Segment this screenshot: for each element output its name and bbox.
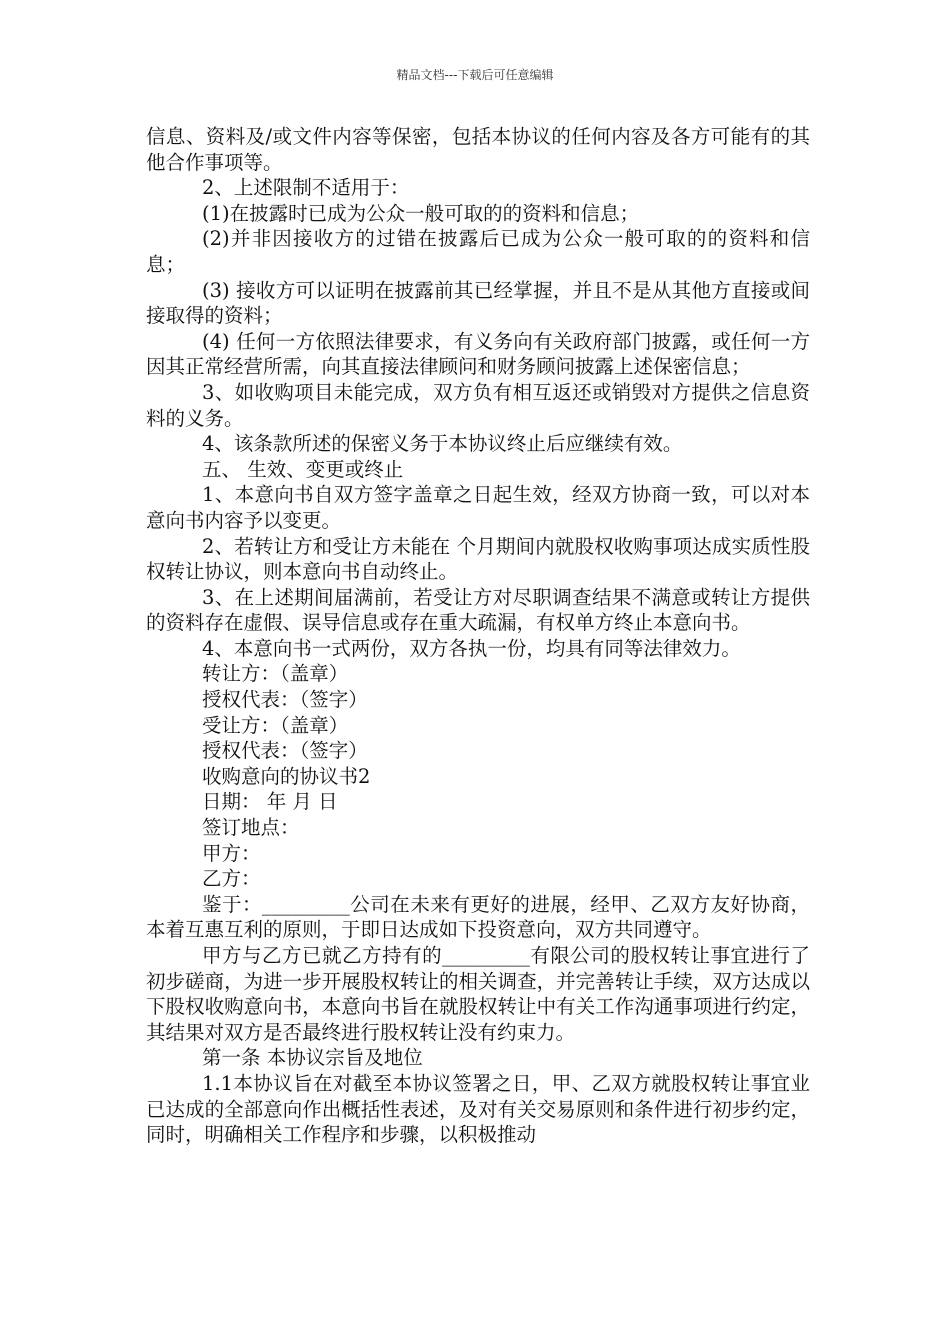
paragraph: 甲方与乙方已就乙方持有的_________有限公司的股权转让事宜进行了初步磋商，为进一步开展股权转让的相关调查，并完善转让手续，双方达成以下股权收购意向书，本意向书旨在就股权转让中有关工作沟通事项进行约定，其结果对双方是否最终进行股权转让没有约束力。 bbox=[146, 944, 810, 1044]
paragraph: 五、 生效、变更或终止 bbox=[202, 457, 404, 481]
paragraph: 1.1本协议旨在对截至本协议签署之日，甲、乙双方就股权转让事宜业已达成的全部意向作出概括性表述，及对有关交易原则和条件进行初步约定，同时，明确相关工作程序和步骤，以积极推动 bbox=[146, 1071, 810, 1147]
section-confidentiality-and-termination bbox=[146, 124, 810, 661]
signature-line: 授权代表：（签字） bbox=[202, 688, 368, 712]
paragraph: 2、上述限制不适用于： bbox=[202, 176, 410, 200]
section-second-agreement bbox=[146, 892, 810, 1148]
paragraph: 鉴于：_________公司在未来有更好的进展，经甲、乙双方友好协商，本着互惠互利的原则，于即日达成如下投资意向，双方共同遵守。 bbox=[146, 892, 810, 942]
paragraph: (3) 接收方可以证明在披露前其已经掌握，并且不是从其他方直接或间接取得的资料； bbox=[146, 278, 810, 328]
paragraph: 1、本意向书自双方签字盖章之日起生效，经双方协商一致，可以对本意向书内容予以变更。 bbox=[146, 483, 810, 532]
paragraph: 3、在上述期间届满前，若受让方对尽职调查结果不满意或转让方提供的资料存在虚假、误导信息或存在重大疏漏，有权单方终止本意向书。 bbox=[146, 585, 810, 635]
paragraph: 4、该条款所述的保密义务于本协议终止后应继续有效。 bbox=[202, 432, 683, 456]
signature-line: 签订地点： bbox=[202, 816, 300, 840]
signature-line: 受让方：（盖章） bbox=[202, 713, 349, 737]
page-header: 精品文档---下载后可任意编辑 bbox=[396, 68, 554, 82]
signature-line: 授权代表：（签字） bbox=[202, 739, 368, 763]
document-body bbox=[146, 124, 810, 1148]
paragraph: 信息、资料及/或文件内容等保密，包括本协议的任何内容及各方可能有的其他合作事项等。 bbox=[146, 125, 810, 174]
paragraph: (1)在披露时已成为公众一般可取的的资料和信息； bbox=[202, 201, 640, 225]
paragraph: 2、若转让方和受让方未能在 个月期间内就股权收购事项达成实质性股权转让协议，则本意向书自动终止。 bbox=[146, 534, 810, 584]
paragraph: (4) 任何一方依照法律要求，有义务向有关政府部门披露，或任何一方因其正常经营所需，向其直接法律顾问和财务顾问披露上述保密信息； bbox=[146, 329, 810, 379]
paragraph: 第一条 本协议宗旨及地位 bbox=[202, 1046, 423, 1070]
signature-line: 收购意向的协议书2 bbox=[202, 764, 371, 788]
signature-block bbox=[146, 661, 810, 891]
paragraph: (2)并非因接收方的过错在披露后已成为公众一般可取的的资料和信息； bbox=[146, 227, 810, 276]
paragraph: 4、本意向书一式两份，双方各执一份，均具有同等法律效力。 bbox=[202, 636, 741, 660]
signature-line: 日期： 年 月 日 bbox=[202, 790, 338, 814]
signature-line: 乙方： bbox=[202, 867, 261, 891]
signature-line: 转让方：（盖章） bbox=[202, 662, 349, 686]
paragraph: 3、如收购项目未能完成，双方负有相互返还或销毁对方提供之信息资料的义务。 bbox=[146, 380, 810, 430]
signature-line: 甲方： bbox=[202, 841, 261, 865]
